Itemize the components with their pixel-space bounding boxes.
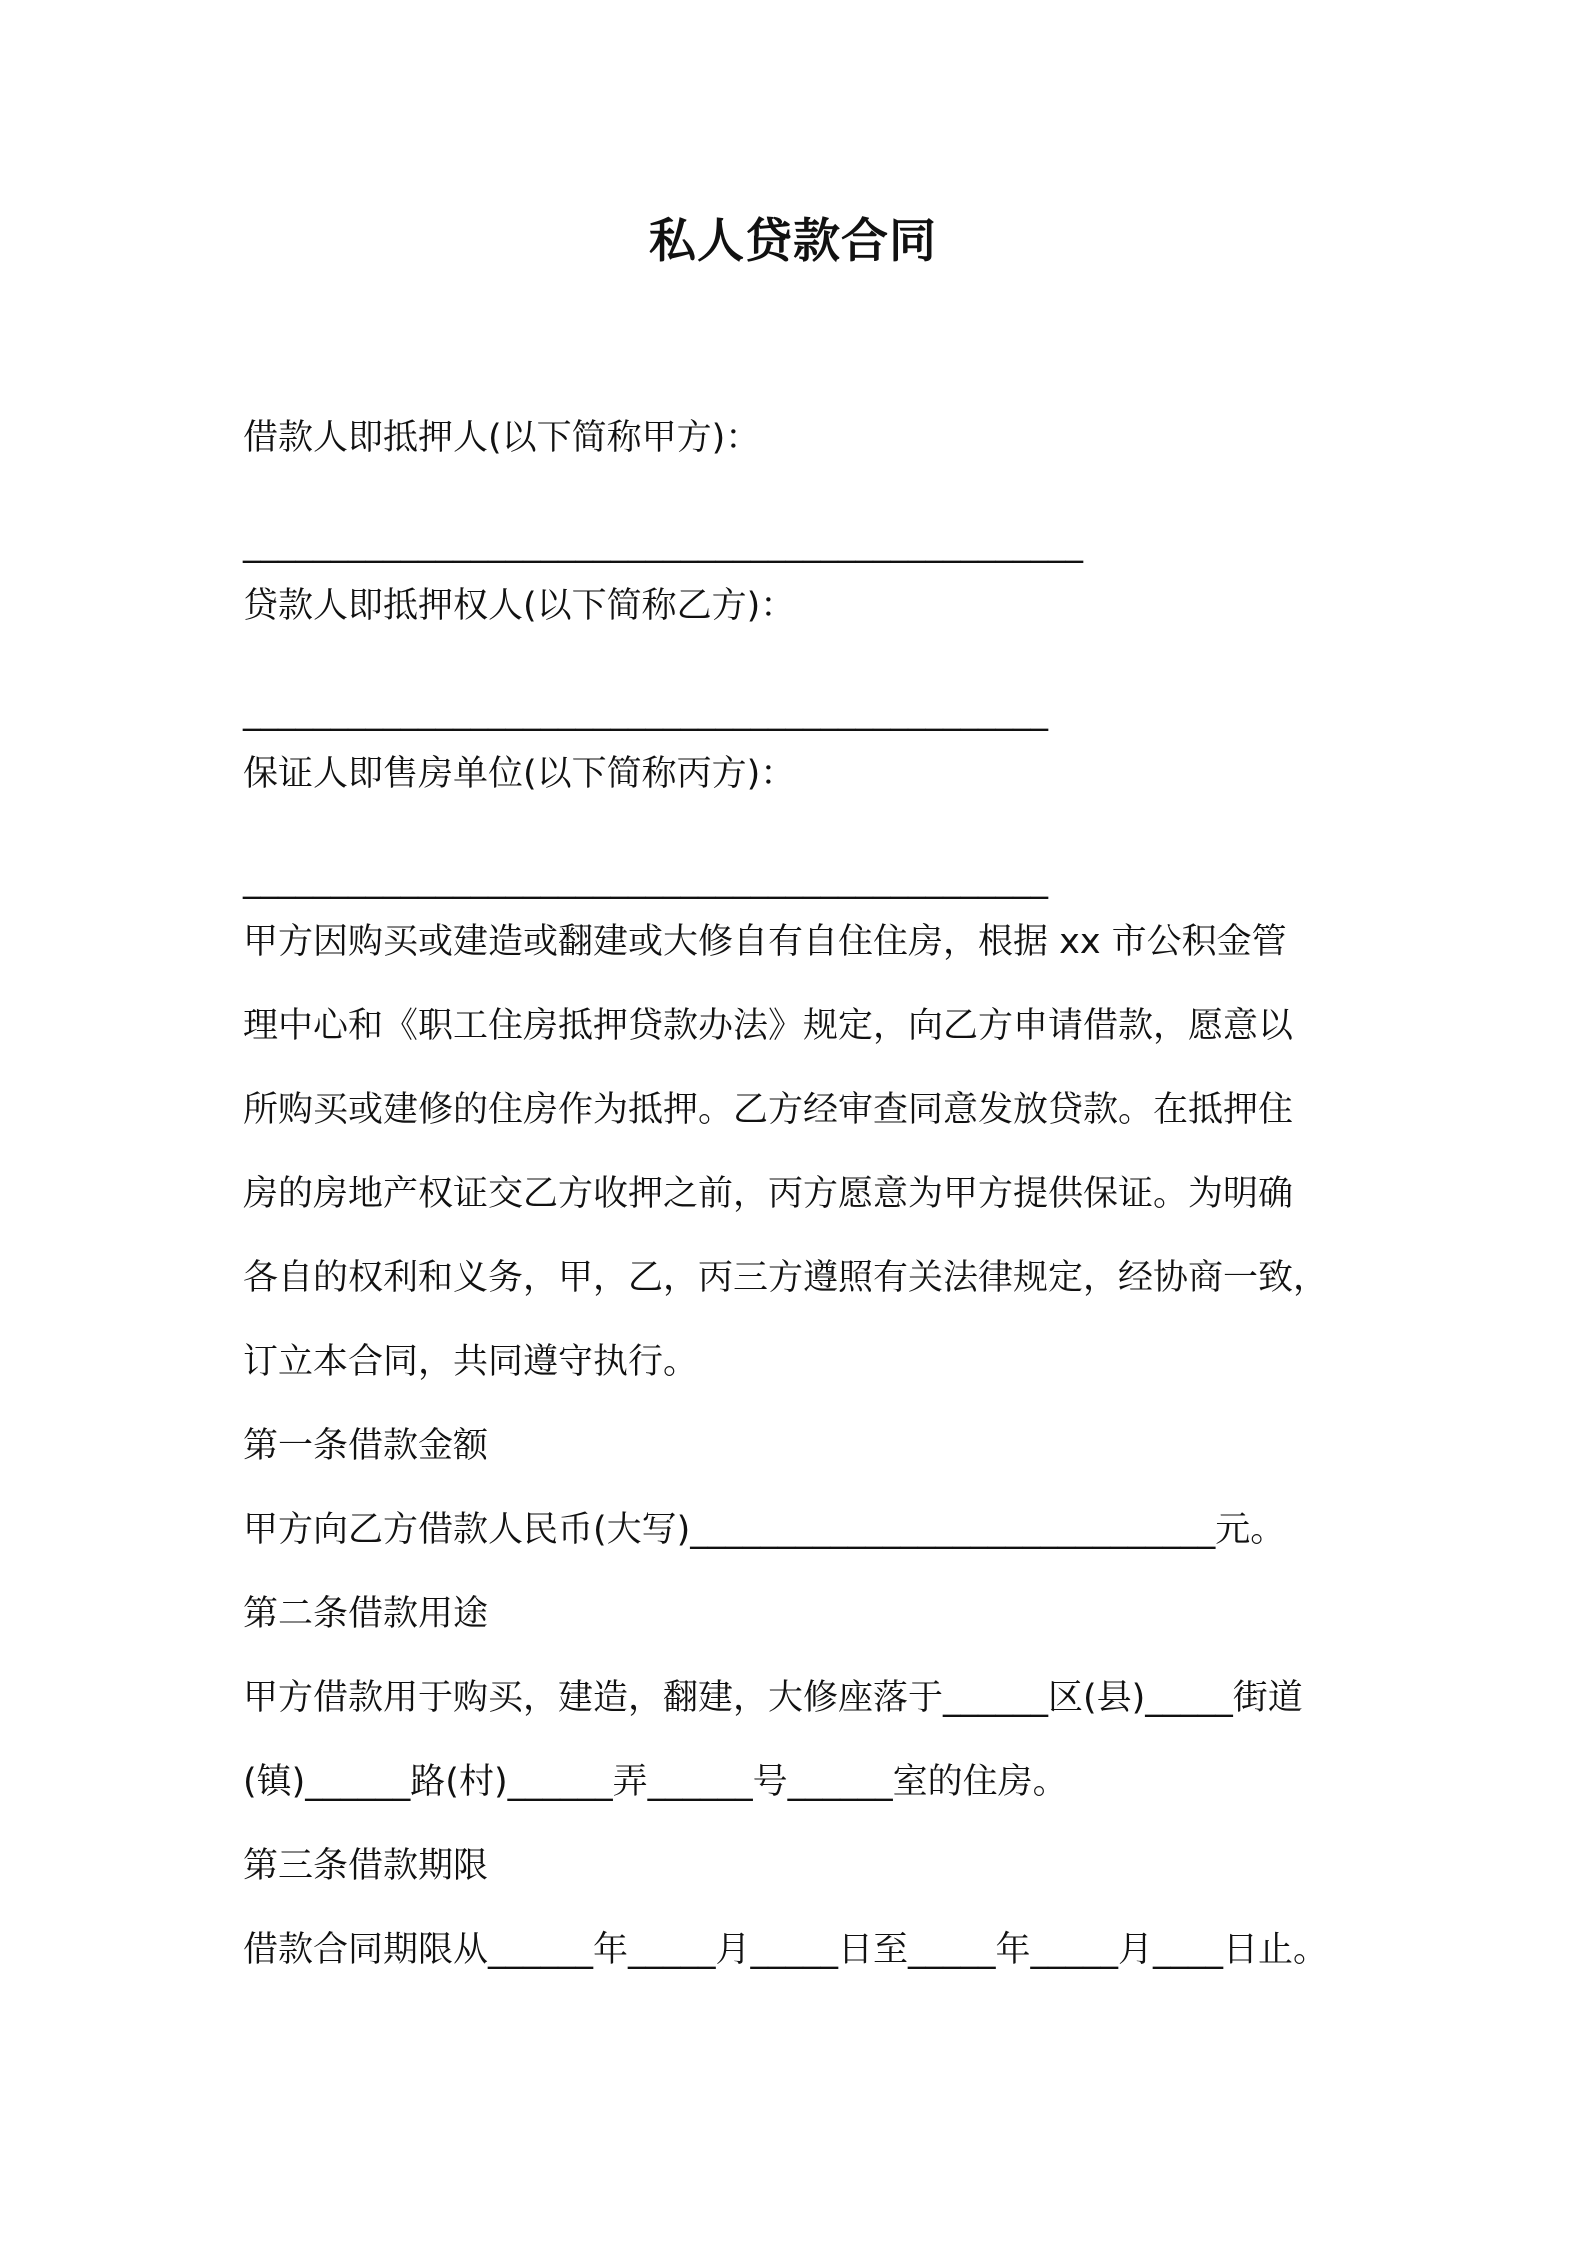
party-b-label: 贷款人即抵押权人(以下简称乙方)： xyxy=(243,586,796,626)
party-b-blank: ______________________________________________ xyxy=(243,692,1048,732)
article-1-heading: 第一条借款金额 xyxy=(243,1426,489,1466)
party-a-blank: ________________________________________________ xyxy=(243,524,1083,564)
intro-line: 订立本合同，共同遵守执行。 xyxy=(243,1342,699,1382)
intro-line: 各自的权利和义务，甲，乙，丙三方遵照有关法律规定，经协商一致， xyxy=(243,1258,1329,1298)
article-3-text: 借款合同期限从______年_____月_____日至_____年_____月____日止。 xyxy=(243,1930,1329,1970)
intro-line: 理中心和《职工住房抵押贷款办法》规定，向乙方申请借款，愿意以 xyxy=(243,1006,1294,1046)
article-2-text: 甲方借款用于购买，建造，翻建，大修座落于______区(县)_____街道 xyxy=(243,1678,1303,1718)
article-1-text: 甲方向乙方借款人民币(大写)______________________________元。 xyxy=(243,1510,1286,1550)
article-2-heading: 第二条借款用途 xyxy=(243,1594,489,1634)
article-3-heading: 第三条借款期限 xyxy=(243,1846,489,1886)
article-2-text: (镇)______路(村)______弄______号______室的住房。 xyxy=(243,1762,1068,1802)
party-c-blank: ______________________________________________ xyxy=(243,860,1048,900)
intro-line: 甲方因购买或建造或翻建或大修自有自住住房，根据 xx 市公积金管 xyxy=(243,922,1287,962)
document-title: 私人贷款合同 xyxy=(649,214,937,269)
party-c-label: 保证人即售房单位(以下简称丙方)： xyxy=(243,754,796,794)
party-a-label: 借款人即抵押人(以下简称甲方)： xyxy=(243,418,761,458)
intro-line: 房的房地产权证交乙方收押之前，丙方愿意为甲方提供保证。为明确 xyxy=(243,1174,1294,1214)
intro-line: 所购买或建修的住房作为抵押。乙方经审查同意发放贷款。在抵押住 xyxy=(243,1090,1294,1130)
